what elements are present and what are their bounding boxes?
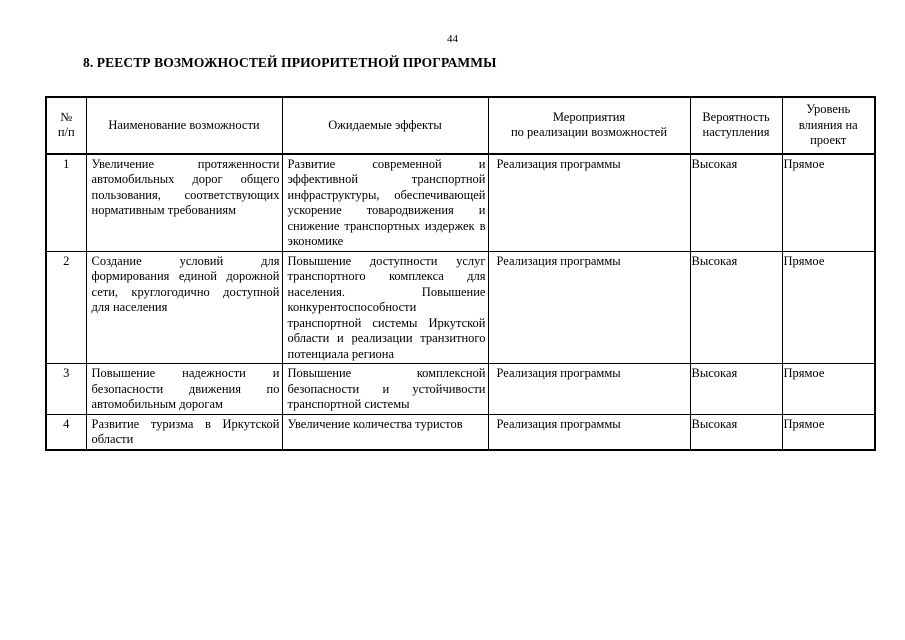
row-name: Создание условий для формирования единой дорожной сети, круглогодично доступной для населения xyxy=(86,251,282,364)
row-measures: Реализация программы xyxy=(488,251,690,364)
row-impact: Прямое xyxy=(782,364,875,415)
header-impact: Уровень влияния на проект xyxy=(782,97,875,154)
row-probability: Высокая xyxy=(690,154,782,252)
row-impact: Прямое xyxy=(782,251,875,364)
header-num: № п/п xyxy=(46,97,86,154)
row-effects: Увеличение количества туристов xyxy=(282,414,488,450)
header-probability: Вероятность наступления xyxy=(690,97,782,154)
row-effects: Развитие современной и эффективной транспортной инфраструктуры, обеспечивающей ускорение товародвижения и снижение транспортных издержек в экономике xyxy=(282,154,488,252)
header-effects: Ожидаемые эффекты xyxy=(282,97,488,154)
row-name: Увеличение протяженности автомобильных дорог общего пользования, соответствующих нормативным требованиям xyxy=(86,154,282,252)
table-row xyxy=(46,364,875,415)
header-name: Наименование возможности xyxy=(86,97,282,154)
row-name: Повышение надежности и безопасности движения по автомобильным дорогам xyxy=(86,364,282,415)
table-row xyxy=(46,414,875,450)
row-measures: Реализация программы xyxy=(488,414,690,450)
row-num: 3 xyxy=(46,364,86,415)
row-impact: Прямое xyxy=(782,154,875,252)
row-probability: Высокая xyxy=(690,414,782,450)
row-probability: Высокая xyxy=(690,364,782,415)
table-header-row xyxy=(46,97,875,154)
row-measures: Реализация программы xyxy=(488,364,690,415)
row-impact: Прямое xyxy=(782,414,875,450)
row-num: 1 xyxy=(46,154,86,252)
row-probability: Высокая xyxy=(690,251,782,364)
row-effects: Повышение доступности услуг транспортного комплекса для населения. Повышение конкурентоспособности транспортной системы Иркутской области и реализации транзитного потенциала региона xyxy=(282,251,488,364)
table-row xyxy=(46,154,875,252)
row-effects: Повышение комплексной безопасности и устойчивости транспортной системы xyxy=(282,364,488,415)
opportunities-registry-table xyxy=(45,96,876,451)
row-num: 2 xyxy=(46,251,86,364)
table-row xyxy=(46,251,875,364)
header-measures: Мероприятия по реализации возможностей xyxy=(488,97,690,154)
row-num: 4 xyxy=(46,414,86,450)
row-name: Развитие туризма в Иркутской области xyxy=(86,414,282,450)
section-title: 8. РЕЕСТР ВОЗМОЖНОСТЕЙ ПРИОРИТЕТНОЙ ПРОГРАММЫ xyxy=(83,55,497,70)
row-measures: Реализация программы xyxy=(488,154,690,252)
page-number: 44 xyxy=(447,33,458,45)
